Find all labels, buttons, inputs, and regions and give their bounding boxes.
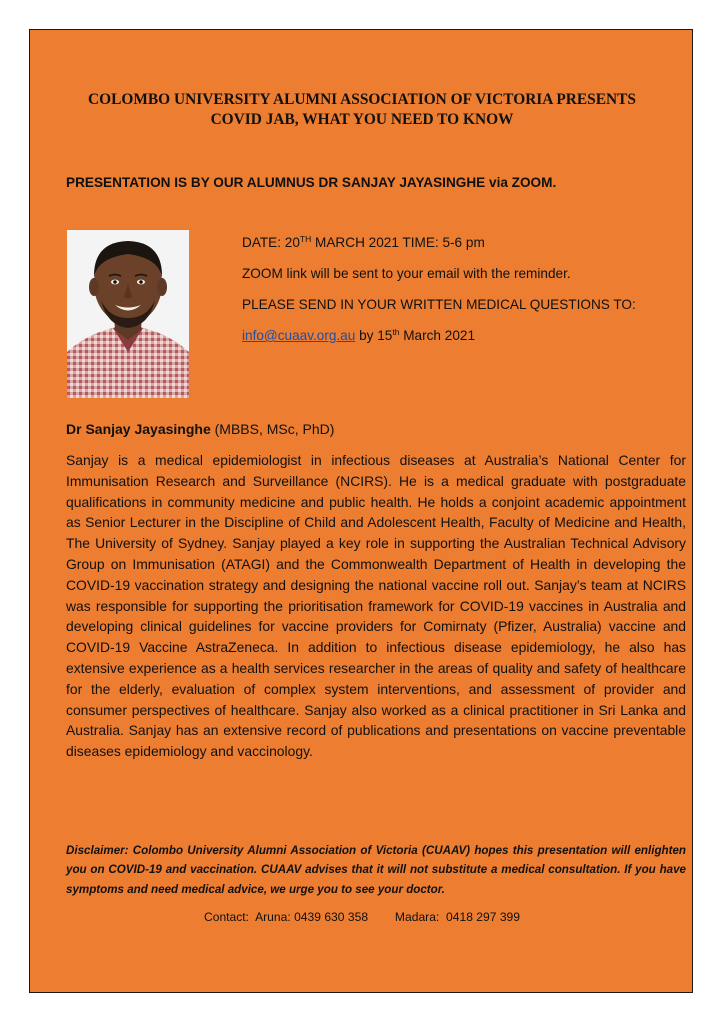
title-line-1: COLOMBO UNIVERSITY ALUMNI ASSOCIATION OF VICTORIA PRESENTS <box>88 91 636 108</box>
deadline-suffix: March 2021 <box>399 328 475 343</box>
email-line <box>242 323 682 354</box>
questions-instruction: PLEASE SEND IN YOUR WRITTEN MEDICAL QUESTIONS TO: <box>242 297 636 312</box>
date-prefix: DATE: 20 <box>242 235 300 250</box>
deadline-prefix: by 15 <box>355 328 393 343</box>
zoom-info-line: ZOOM link will be sent to your email with the reminder. <box>242 266 571 281</box>
speaker-photo <box>67 230 189 398</box>
speaker-portrait-image <box>67 230 189 398</box>
date-time-line <box>242 230 682 261</box>
email-link[interactable]: info@cuaav.org.au <box>242 328 356 343</box>
event-title <box>30 90 694 130</box>
title-line-2: COVID JAB, WHAT YOU NEED TO KNOW <box>210 111 514 128</box>
date-suffix: MARCH 2021 TIME: 5-6 pm <box>311 235 485 250</box>
speaker-credentials: (MBBS, MSc, PhD) <box>210 421 335 437</box>
speaker-heading <box>66 421 686 437</box>
presenter-announcement: PRESENTATION IS BY OUR ALUMNUS DR SANJAY JAYASINGHE via ZOOM. <box>66 175 557 190</box>
speaker-name: Dr Sanjay Jayasinghe <box>66 421 211 437</box>
disclaimer-text: Disclaimer: Colombo University Alumni Association of Victoria (CUAAV) hopes this presentation will enlighten you on COVID-19 and vaccination. CUAAV advises that it will not substitute a medical consultation. If you have symptoms and need medical advice, we urge you to see your doctor. <box>66 844 686 896</box>
deadline-superscript: th <box>392 327 400 337</box>
date-superscript: TH <box>299 234 312 244</box>
event-details <box>242 230 682 354</box>
speaker-bio: Sanjay is a medical epidemiologist in infectious diseases at Australia’s National Center for Immunisation Research and Surveillance (NCIRS). He is a medical graduate with postgraduate qualifications in community medicine and public health. He holds a conjoint academic appointment as Senior Lecturer in the Discipline of Child and Adolescent Health, Faculty of Medicine and Health, The University of Sydney. Sanjay played a key role in supporting the Australian Technical Advisory Group on Immunisation (ATAGI) and the Commonwealth Department of Health in developing the COVID-19 vaccination strategy and designing the national vaccine roll out. Sanjay’s team at NCIRS was responsible for supporting the prioritisation framework for COVID-19 vaccines in Australia and developing clinical guidelines for vaccine providers for Comirnaty (Pfizer, Australia) vaccine and COVID-19 Vaccine AstraZeneca. In addition to infectious disease epidemiology, he also has extensive experience as a health services researcher in the areas of quality and safety of healthcare for the elderly, evaluation of complex system interventions, and assessment of provider and consumer perspectives of healthcare. Sanjay also worked as a clinical practitioner in Sri Lanka and Australia. Sanjay has an extensive record of publications and presentations on vaccine preventable diseases epidemiology and vaccinology. <box>66 452 686 760</box>
contact-line: Contact: Aruna: 0439 630 358 Madara: 0418 297 399 <box>203 910 520 924</box>
flyer-panel <box>29 29 693 993</box>
